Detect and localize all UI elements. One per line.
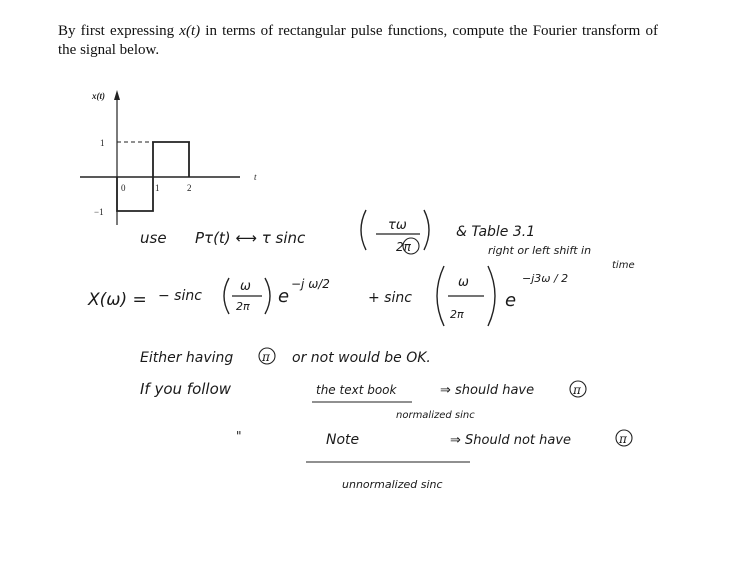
term2-num: ω (458, 275, 469, 290)
signal-plot (80, 90, 240, 225)
note-pi-1: π (262, 350, 270, 364)
note-normalized: normalized sinc (396, 410, 475, 421)
paren-right (424, 210, 429, 250)
note-pi-3: π (619, 432, 627, 446)
y-axis-arrow-icon (114, 90, 120, 100)
problem-suffix: in terms of rectangular pulse functions, compute the Fourier transform of the signal below. (58, 23, 658, 58)
term1-e: e (278, 286, 290, 307)
note-either-end: or not would be OK. (292, 350, 431, 366)
plot-x-label: t (254, 172, 257, 182)
note-pair: Pτ(t) ⟷ τ sinc (195, 229, 306, 247)
note-arg-num: τω (388, 218, 407, 233)
term1-den: 2π (236, 300, 250, 313)
problem-prefix: By first expressing (58, 23, 180, 39)
term2-paren-left (437, 266, 444, 326)
note-textbook: the text book (316, 383, 397, 397)
note-term2: + sinc (368, 290, 412, 306)
note-table: & Table 3.1 (456, 224, 536, 240)
note-unnormalized: unnormalized sinc (342, 478, 443, 491)
problem-signal: x(t) (179, 23, 201, 39)
note-should-have: ⇒ should have (440, 383, 535, 398)
x-tick-1: 1 (155, 183, 160, 193)
term2-e: e (505, 290, 517, 311)
note-time: time (612, 260, 635, 271)
term2-pow: −j3ω / 2 (522, 272, 569, 285)
term1-paren-left (224, 278, 229, 314)
note-note: Note (326, 432, 360, 448)
note-use: use (140, 229, 167, 247)
y-tick-1: 1 (100, 138, 105, 148)
paren-left (361, 210, 366, 250)
note-term1: − sinc (158, 288, 202, 304)
note-either: Either having (140, 350, 234, 366)
term2-paren-right (488, 266, 495, 326)
plot-y-label: x(t) (92, 91, 105, 101)
note-should-not: ⇒ Should not have (450, 433, 572, 448)
note-pi-2: π (573, 383, 581, 397)
x-tick-0: 0 (121, 183, 126, 193)
y-tick-minus1: −1 (94, 207, 104, 217)
note-shift: right or left shift in (488, 244, 592, 257)
note-ditto: " (236, 429, 242, 443)
term1-num: ω (240, 279, 251, 294)
x-tick-2: 2 (187, 183, 192, 193)
note-arg-den: 2π (396, 240, 411, 254)
term1-pow: −j ω/2 (291, 277, 330, 291)
note-if-you: If you follow (140, 380, 232, 398)
term1-paren-right (265, 278, 270, 314)
term2-den: 2π (450, 308, 464, 321)
note-xw: X(ω) = (88, 290, 147, 310)
